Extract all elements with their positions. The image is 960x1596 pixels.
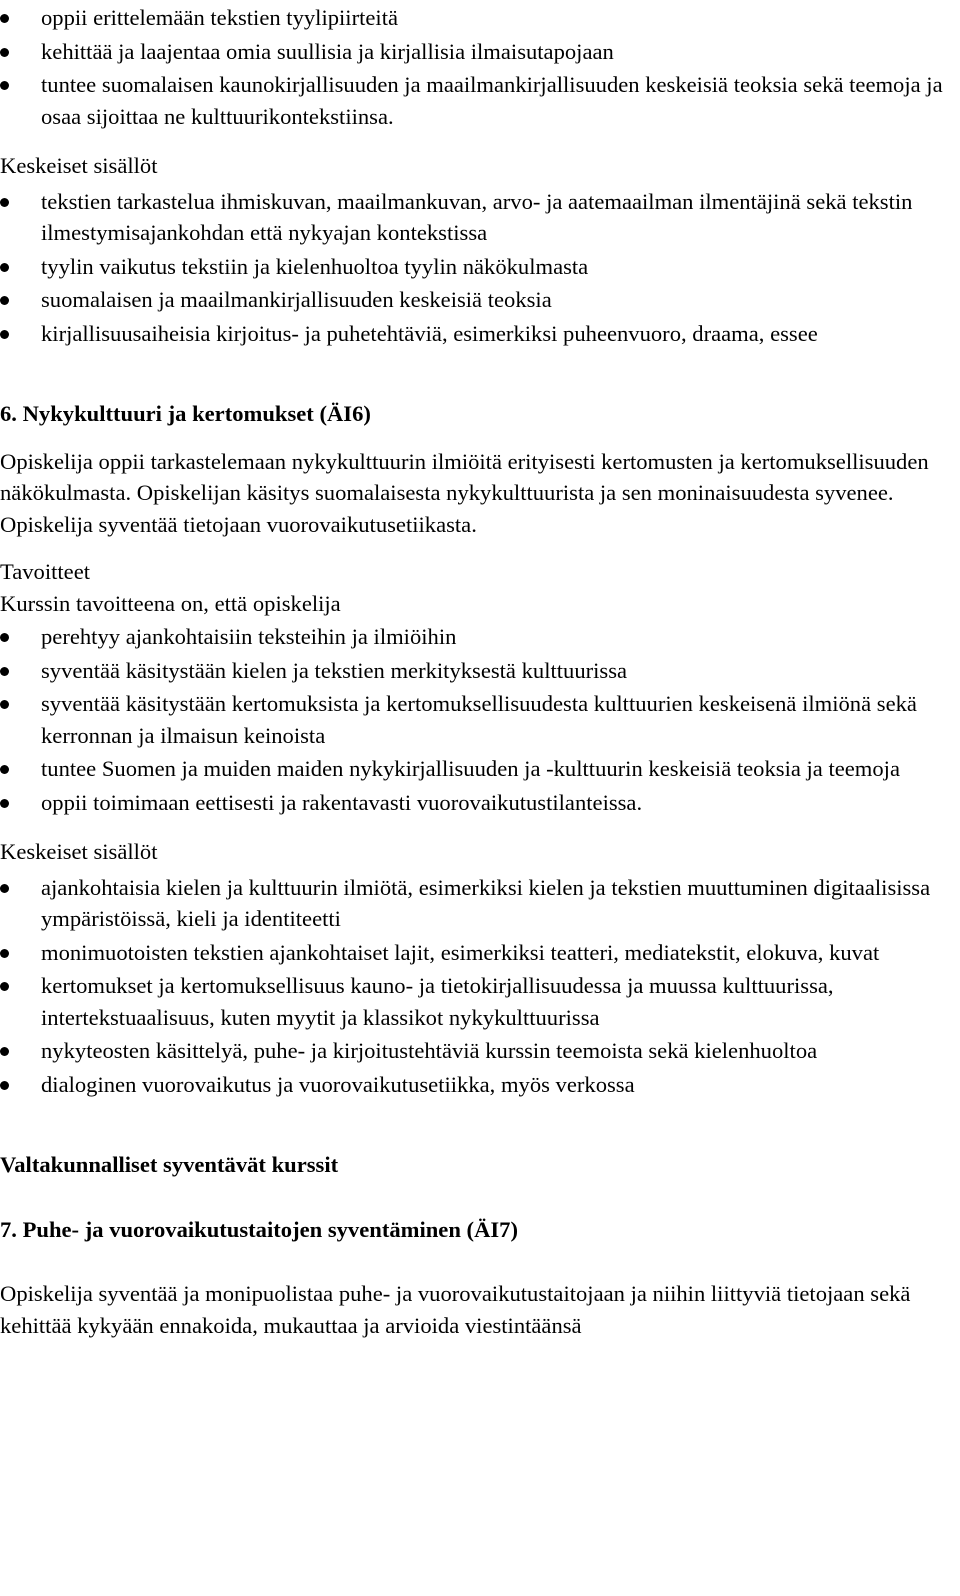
list-item: syventää käsitystään kielen ja tekstien merkityksestä kulttuurissa — [0, 655, 956, 687]
section-label-contents-ai6: Keskeiset sisällöt — [0, 839, 158, 864]
list-item: syventää käsitystään kertomuksista ja kertomuksellisuudesta kulttuurien keskeisenä ilmiönä sekä kerronnan ja ilmaisun keinoista — [0, 688, 956, 751]
list-item: perehtyy ajankohtaisiin teksteihin ja ilmiöihin — [0, 621, 956, 653]
course-heading-ai6: 6. Nykykulttuuri ja kertomukset (ÄI6) — [0, 401, 371, 426]
course-description-ai6: Opiskelija oppii tarkastelemaan nykykulttuurin ilmiöitä erityisesti kertomusten ja kertomuksellisuuden näkökulmasta. Opiskelijan käsitys suomalaisesta nykykulttuurista ja sen moninaisuudesta syvenee. Opiskelija syventää tietojaan vuorovaikutusetiikasta. — [0, 448, 929, 537]
national-courses-heading: Valtakunnalliset syventävät kurssit — [0, 1152, 339, 1177]
list-item: tyylin vaikutus tekstiin ja kielenhuoltoa tyylin näkökulmasta — [0, 251, 956, 283]
section-label-contents: Keskeiset sisällöt — [0, 153, 158, 178]
list-item: monimuotoisten tekstien ajankohtaiset lajit, esimerkiksi teatteri, mediatekstit, elokuva, kuvat — [0, 937, 956, 969]
contents-bullet-list-ai6 — [0, 872, 956, 1101]
list-item: nykyteosten käsittelyä, puhe- ja kirjoitustehtäviä kurssin teemoista sekä kielenhuoltoa — [0, 1035, 956, 1067]
intro-bullet-list — [0, 2, 956, 132]
document-page — [0, 2, 956, 1341]
list-item: dialoginen vuorovaikutus ja vuorovaikutusetiikka, myös verkossa — [0, 1069, 956, 1101]
list-item: tuntee Suomen ja muiden maiden nykykirjallisuuden ja -kulttuurin keskeisiä teoksia ja teemoja — [0, 753, 956, 785]
contents-bullet-list — [0, 186, 956, 350]
list-item: suomalaisen ja maailmankirjallisuuden keskeisiä teoksia — [0, 284, 956, 316]
list-item: tuntee suomalaisen kaunokirjallisuuden ja maailmankirjallisuuden keskeisiä teoksia sekä teemoja ja osaa sijoittaa ne kulttuurikontekstiinsa. — [0, 69, 956, 132]
goals-bullet-list — [0, 621, 956, 818]
list-item: tekstien tarkastelua ihmiskuvan, maailmankuvan, arvo- ja aatemaailman ilmentäjinä sekä tekstin ilmestymisajankohdan että nykyajan kontekstissa — [0, 186, 956, 249]
list-item: kertomukset ja kertomuksellisuus kauno- ja tietokirjallisuudessa ja muussa kulttuurissa, intertekstuaalisuus, kuten myytit ja klassikot nykykulttuurissa — [0, 970, 956, 1033]
list-item: kirjallisuusaiheisia kirjoitus- ja puhetehtäviä, esimerkiksi puheenvuoro, draama, essee — [0, 318, 956, 350]
course-heading-ai7: 7. Puhe- ja vuorovaikutustaitojen syventäminen (ÄI7) — [0, 1216, 519, 1242]
goals-intro: Kurssin tavoitteena on, että opiskelija — [0, 590, 341, 616]
list-item: oppii erittelemään tekstien tyylipiirteitä — [0, 2, 956, 34]
course-description-ai7: Opiskelija syventää ja monipuolistaa puhe- ja vuorovaikutustaitojaan ja niihin liittyviä tietojaan sekä kehittää kykyään ennakoida, mukauttaa ja arvioida viestintäänsä — [0, 1281, 911, 1338]
list-item: kehittää ja laajentaa omia suullisia ja kirjallisia ilmaisutapojaan — [0, 36, 956, 68]
section-label-goals: Tavoitteet — [0, 559, 91, 584]
list-item: oppii toimimaan eettisesti ja rakentavasti vuorovaikutustilanteissa. — [0, 787, 956, 819]
list-item: ajankohtaisia kielen ja kulttuurin ilmiötä, esimerkiksi kielen ja tekstien muuttuminen digitaalisissa ympäristöissä, kieli ja identiteetti — [0, 872, 956, 935]
